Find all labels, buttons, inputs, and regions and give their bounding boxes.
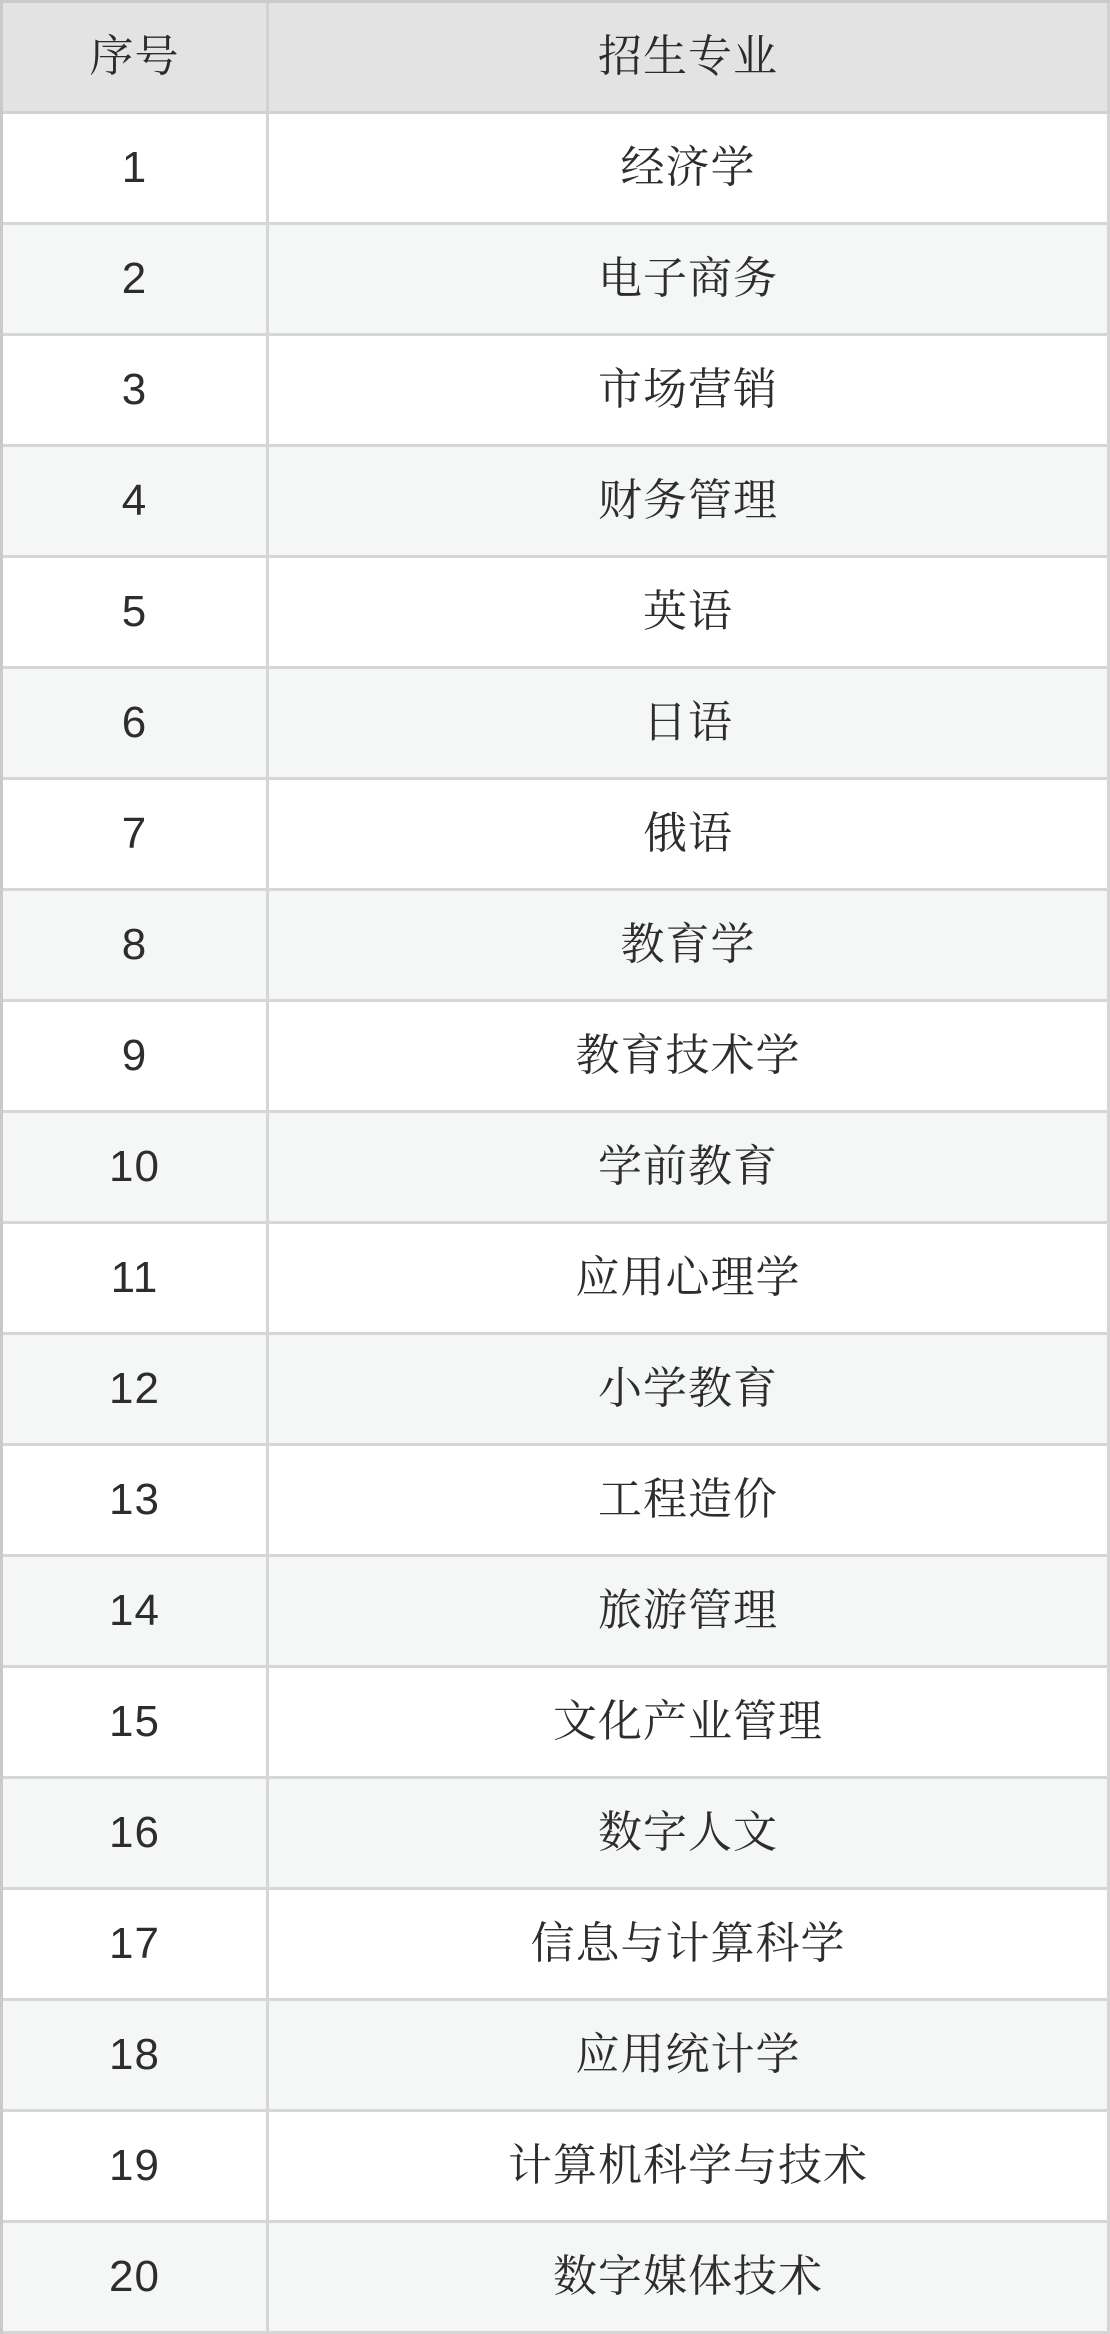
row-major-cell: 旅游管理	[269, 1557, 1110, 1668]
row-index-cell: 3	[3, 336, 269, 447]
row-index-cell: 12	[3, 1335, 269, 1446]
table-row	[3, 447, 1110, 558]
row-major-cell: 电子商务	[269, 225, 1110, 336]
row-index-cell: 13	[3, 1446, 269, 1557]
row-major-cell: 文化产业管理	[269, 1668, 1110, 1779]
table-row	[3, 1890, 1110, 2001]
table-row	[3, 780, 1110, 891]
table-row	[3, 1557, 1110, 1668]
table-row	[3, 669, 1110, 780]
row-index-cell: 6	[3, 669, 269, 780]
row-major-cell: 俄语	[269, 780, 1110, 891]
row-major-cell: 日语	[269, 669, 1110, 780]
table-row	[3, 336, 1110, 447]
table-row	[3, 1668, 1110, 1779]
row-index-cell: 17	[3, 1890, 269, 2001]
row-index-cell: 5	[3, 558, 269, 669]
row-index-cell: 4	[3, 447, 269, 558]
table-row	[3, 2223, 1110, 2334]
table-row	[3, 1113, 1110, 1224]
table-row	[3, 1224, 1110, 1335]
row-major-cell: 信息与计算科学	[269, 1890, 1110, 2001]
table-row	[3, 558, 1110, 669]
row-major-cell: 小学教育	[269, 1335, 1110, 1446]
row-major-cell: 教育学	[269, 891, 1110, 1002]
table-row	[3, 2001, 1110, 2112]
row-major-cell: 经济学	[269, 114, 1110, 225]
row-index-cell: 2	[3, 225, 269, 336]
row-index-cell: 20	[3, 2223, 269, 2334]
row-major-cell: 应用心理学	[269, 1224, 1110, 1335]
table-row	[3, 891, 1110, 1002]
row-major-cell: 数字媒体技术	[269, 2223, 1110, 2334]
row-index-cell: 10	[3, 1113, 269, 1224]
row-index-cell: 14	[3, 1557, 269, 1668]
row-major-cell: 学前教育	[269, 1113, 1110, 1224]
row-index-cell: 8	[3, 891, 269, 1002]
table-row	[3, 114, 1110, 225]
row-major-cell: 计算机科学与技术	[269, 2112, 1110, 2223]
row-major-cell: 市场营销	[269, 336, 1110, 447]
table-row	[3, 1335, 1110, 1446]
row-index-cell: 1	[3, 114, 269, 225]
row-index-cell: 16	[3, 1779, 269, 1890]
row-index-cell: 18	[3, 2001, 269, 2112]
row-index-cell: 15	[3, 1668, 269, 1779]
row-index-cell: 9	[3, 1002, 269, 1113]
row-major-cell: 财务管理	[269, 447, 1110, 558]
table-row	[3, 1002, 1110, 1113]
table-row	[3, 225, 1110, 336]
row-major-cell: 工程造价	[269, 1446, 1110, 1557]
row-major-cell: 数字人文	[269, 1779, 1110, 1890]
table-header-row	[3, 3, 1110, 114]
row-major-cell: 教育技术学	[269, 1002, 1110, 1113]
table-row	[3, 1446, 1110, 1557]
table-row	[3, 2112, 1110, 2223]
row-index-cell: 19	[3, 2112, 269, 2223]
table-row	[3, 1779, 1110, 1890]
row-index-cell: 11	[3, 1224, 269, 1335]
column-header-major: 招生专业	[269, 3, 1110, 114]
row-major-cell: 英语	[269, 558, 1110, 669]
table-body	[3, 114, 1110, 2334]
column-header-index: 序号	[3, 3, 269, 114]
row-index-cell: 7	[3, 780, 269, 891]
row-major-cell: 应用统计学	[269, 2001, 1110, 2112]
